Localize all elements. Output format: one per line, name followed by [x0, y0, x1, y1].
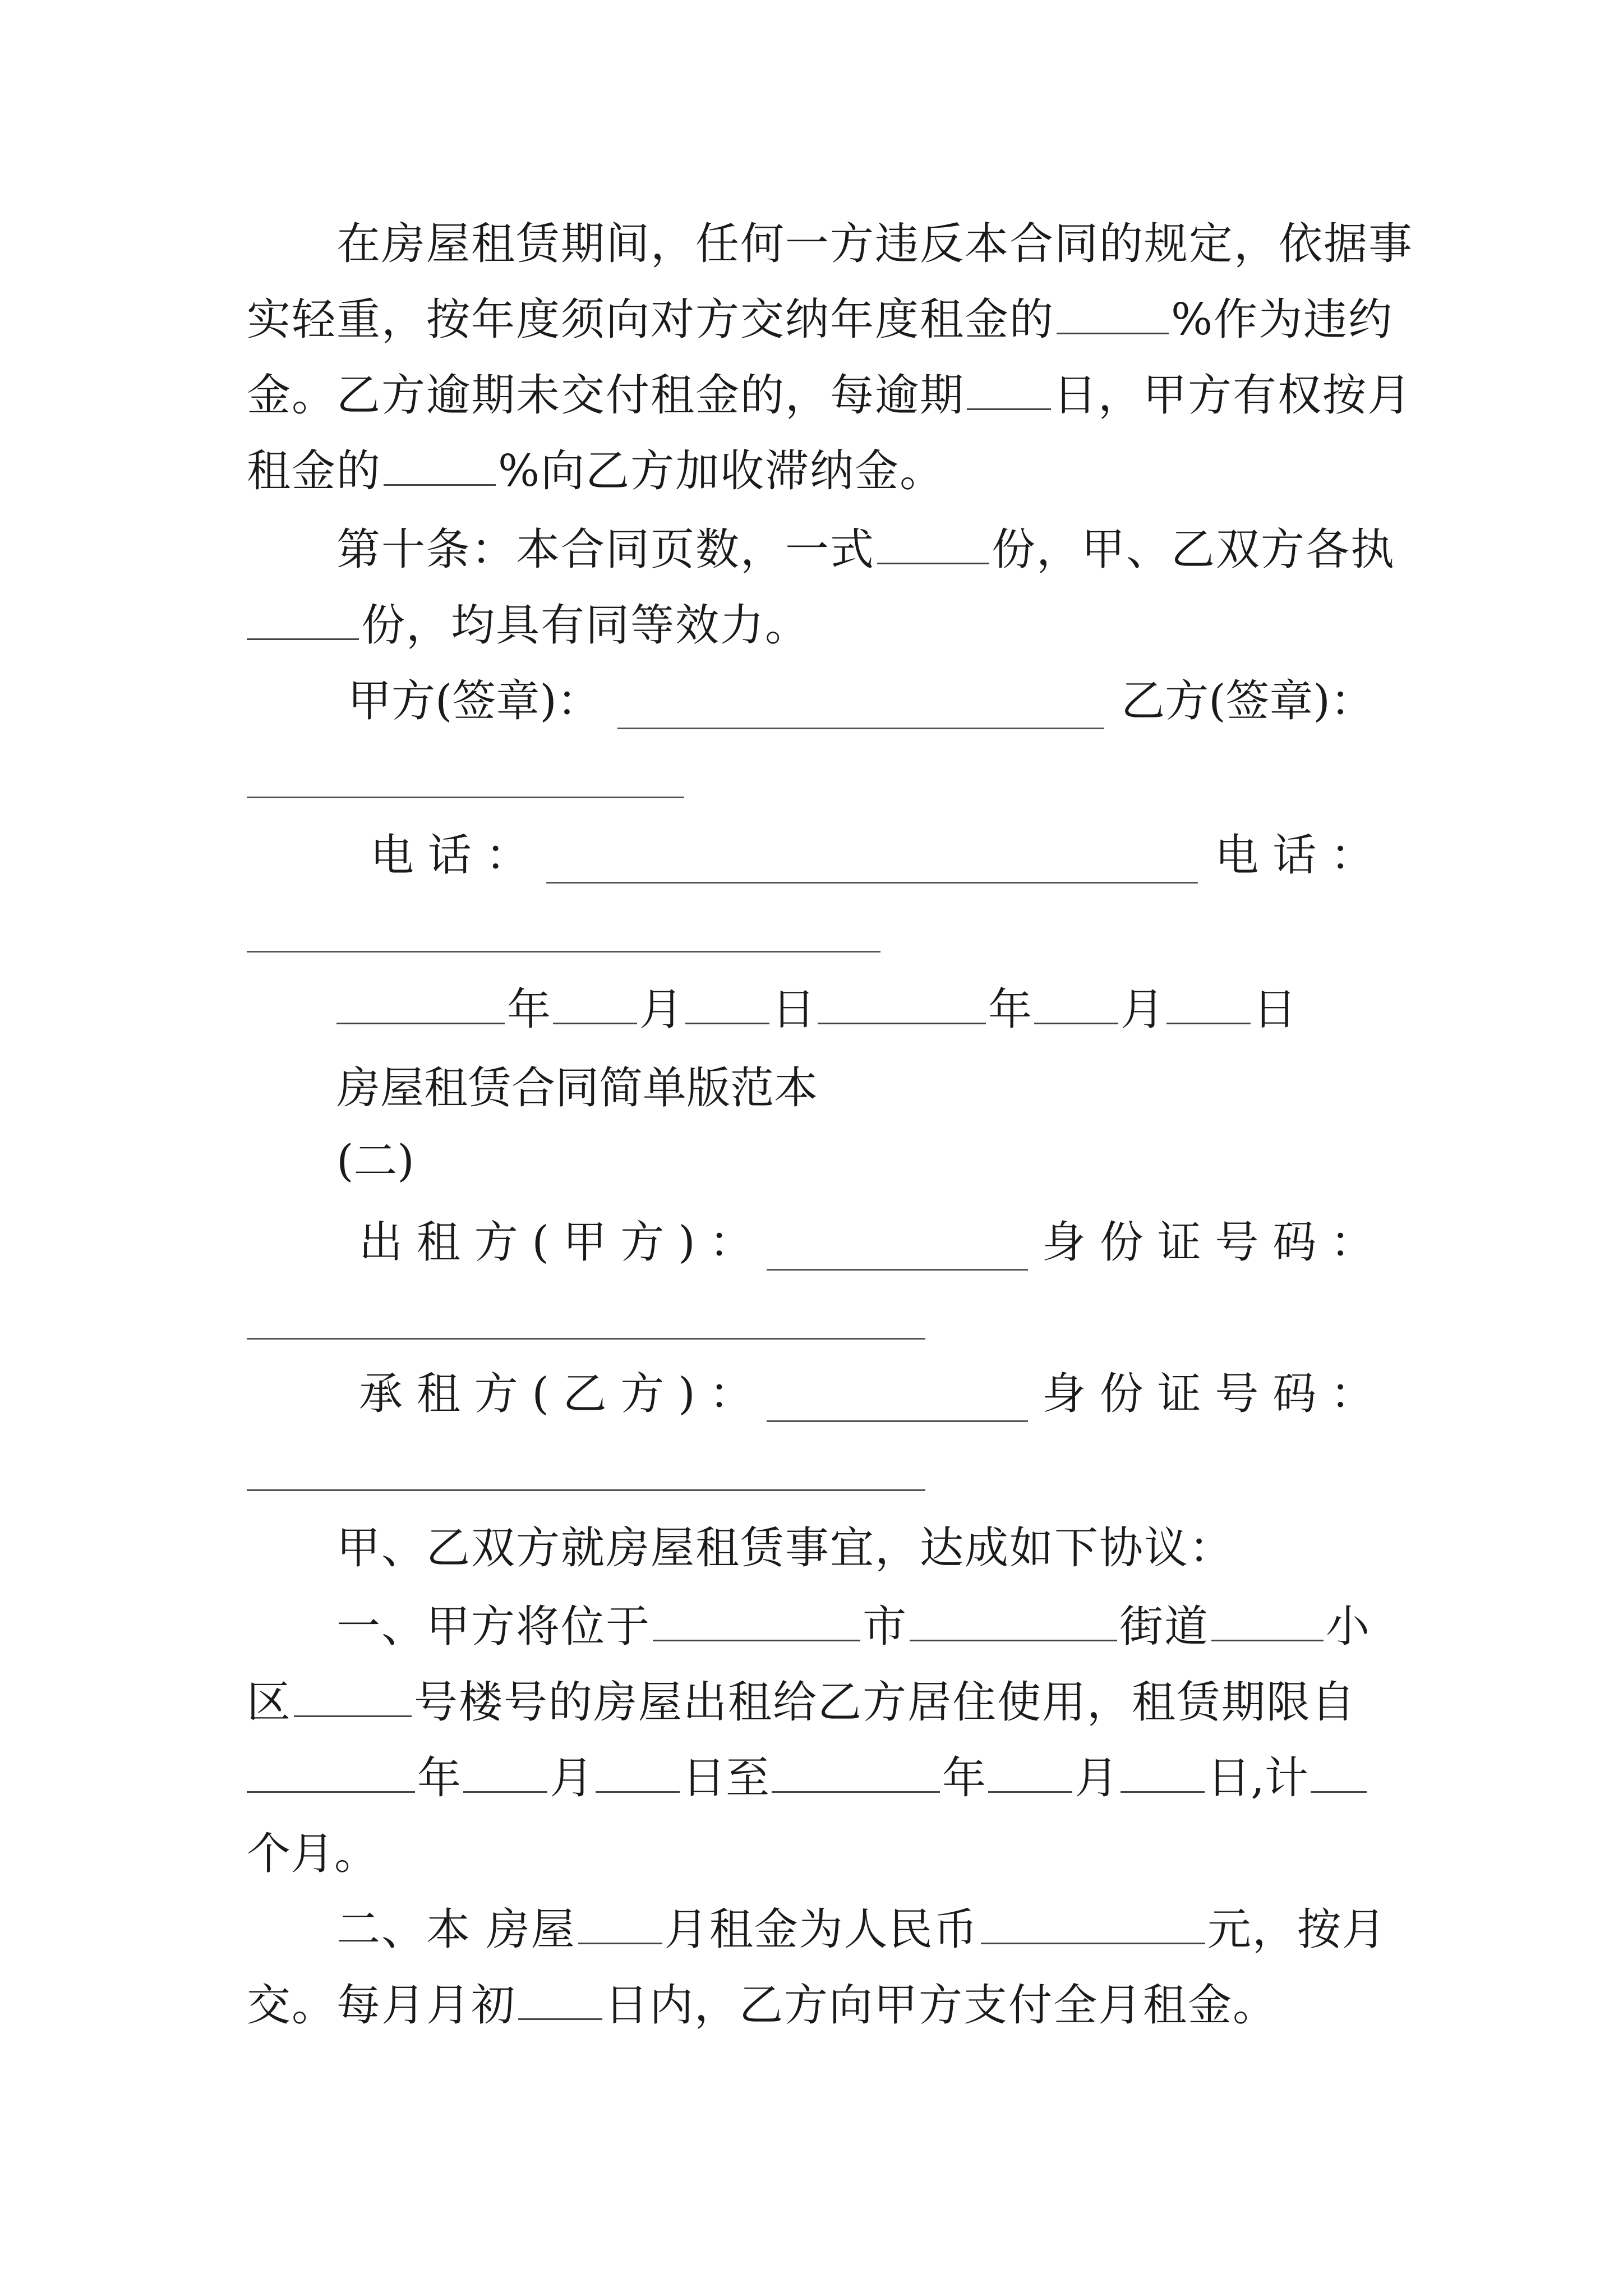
clause1-text: 市	[863, 1602, 908, 1652]
clause2-text: 二、本 房屋	[336, 1904, 576, 1955]
article10-text: 份，均具有同等效力。	[361, 600, 810, 651]
building-number-blank[interactable]	[294, 1676, 412, 1717]
lessor-id-label: 身 份 证 号 码 ：	[1042, 1217, 1374, 1268]
date-label: 日	[1253, 984, 1297, 1035]
lessor-label: 出 租 方 ( 甲 方 ) ：	[359, 1217, 753, 1268]
lessee-id-blank[interactable]	[247, 1489, 925, 1491]
party-b-month-blank[interactable]	[1034, 983, 1118, 1024]
start-day-blank[interactable]	[596, 1752, 680, 1793]
lessor-name-blank[interactable]	[767, 1235, 1028, 1271]
date-label: 月	[639, 984, 684, 1035]
party-a-phone-label: 电 话 ：	[370, 830, 529, 881]
end-day-blank[interactable]	[1121, 1752, 1205, 1793]
clause1-text: 号楼号的房屋出租给乙方居住使用，租赁期限自	[414, 1677, 1357, 1728]
clause2-line2	[247, 1977, 1374, 2033]
party-b-signature-blank[interactable]	[247, 797, 684, 798]
copies-total-blank[interactable]	[877, 523, 989, 564]
para9-text: 在房屋租赁期间，任何一方违反本合同的规定，依据事	[336, 219, 1414, 269]
para9-line4	[247, 443, 1374, 499]
agreement-intro	[336, 1520, 1374, 1576]
clause1-text: 小	[1326, 1602, 1371, 1652]
article10-text: 第十条：本合同页数，一式	[336, 524, 875, 575]
lessee-row	[359, 1366, 1374, 1422]
city-blank[interactable]	[653, 1600, 860, 1641]
months-total-blank[interactable]	[1311, 1752, 1367, 1793]
clause1-text: 一、甲方将位于	[336, 1602, 651, 1652]
party-b-day-blank[interactable]	[1166, 983, 1251, 1024]
end-year-blank[interactable]	[772, 1752, 940, 1793]
lessee-id-label: 身 份 证 号 码 ：	[1042, 1369, 1374, 1419]
para9-text: %作为违约	[1171, 295, 1394, 345]
lessee-label: 承 租 方 ( 乙 方 ) ：	[359, 1369, 753, 1419]
party-a-signature-label: 甲方(签章)：	[348, 676, 601, 726]
start-year-blank[interactable]	[247, 1752, 415, 1793]
clause2-text: 日内，乙方向甲方支付全月租金。	[605, 1980, 1278, 2031]
rent-amount-blank[interactable]	[981, 1903, 1205, 1944]
party-b-phone-blank[interactable]	[247, 951, 880, 953]
clause2-line1	[336, 1902, 1387, 1958]
section-number: (二)	[336, 1136, 414, 1186]
para9-text: %向乙方加收滞纳金。	[498, 446, 945, 496]
lessor-id-blank[interactable]	[247, 1338, 925, 1340]
clause1-text: 街道	[1119, 1602, 1210, 1652]
party-a-phone-blank[interactable]	[546, 848, 1198, 884]
end-month-blank[interactable]	[988, 1752, 1072, 1793]
party-a-month-blank[interactable]	[553, 983, 637, 1024]
para9-text: 租金的	[247, 446, 382, 496]
community-blank[interactable]	[1211, 1600, 1324, 1641]
clause1-text: 月	[1075, 1753, 1119, 1803]
party-b-signature-label: 乙方(签章)：	[1121, 676, 1374, 726]
clause1-text: 月	[550, 1753, 594, 1803]
second-contract-number	[336, 1133, 1374, 1189]
clause1-text: 日,计	[1207, 1753, 1308, 1803]
para9-text: 日，甲方有权按月	[1053, 370, 1413, 421]
date-label: 年	[988, 984, 1032, 1035]
overdue-days-blank[interactable]	[967, 369, 1051, 410]
clause2-text: 元，按月	[1207, 1904, 1387, 1955]
start-month-blank[interactable]	[463, 1752, 547, 1793]
late-fee-percent-blank[interactable]	[384, 445, 496, 486]
clause1-text: 年	[417, 1753, 462, 1803]
para9-line2	[247, 292, 1394, 348]
clause1-text: 区	[247, 1677, 292, 1728]
party-a-day-blank[interactable]	[685, 983, 769, 1024]
article10-line2	[247, 597, 1374, 654]
lessee-name-blank[interactable]	[767, 1387, 1028, 1422]
rent-period-blank[interactable]	[578, 1903, 662, 1944]
para9-line3	[247, 367, 1413, 424]
para9-text: 金。乙方逾期未交付租金的，每逾期	[247, 370, 965, 421]
clause1-line1	[336, 1599, 1374, 1655]
party-b-phone-label: 电 话 ：	[1215, 830, 1374, 881]
clause1-line4	[247, 1826, 1374, 1882]
agreement-intro-text: 甲、乙双方就房屋租赁事宜，达成如下协议：	[336, 1523, 1234, 1573]
clause2-text: 交。每月月初	[247, 1980, 517, 2031]
date-label: 日	[772, 984, 816, 1035]
party-a-signature-blank[interactable]	[617, 694, 1104, 729]
clause1-text: 个月。	[247, 1829, 379, 1879]
para9-text: 实轻重，按年度须向对方交纳年度租金的	[247, 295, 1055, 345]
date-row	[336, 982, 1374, 1038]
copies-each-blank[interactable]	[247, 599, 359, 640]
date-label: 年	[507, 984, 551, 1035]
penalty-percent-blank[interactable]	[1057, 293, 1169, 334]
para9-line1	[336, 216, 1414, 272]
clause1-text: 日至	[682, 1753, 770, 1803]
clause2-text: 月租金为人民币	[664, 1904, 979, 1955]
party-a-year-blank[interactable]	[336, 983, 505, 1024]
document-title: 房屋租赁合同简单版范本	[336, 1063, 818, 1114]
signature-row	[348, 673, 1374, 729]
street-blank[interactable]	[910, 1600, 1117, 1641]
second-contract-title	[336, 1060, 1374, 1116]
article10-line1	[336, 522, 1396, 578]
phone-row	[370, 827, 1374, 884]
clause1-text: 年	[942, 1753, 986, 1803]
article10-text: 份，甲、乙双方各执	[992, 524, 1396, 575]
lessor-row	[359, 1214, 1374, 1271]
party-b-year-blank[interactable]	[818, 983, 986, 1024]
clause1-line2	[247, 1674, 1374, 1731]
clause1-line3	[247, 1750, 1374, 1806]
date-label: 月	[1121, 984, 1165, 1035]
payment-days-blank[interactable]	[518, 1979, 602, 2020]
